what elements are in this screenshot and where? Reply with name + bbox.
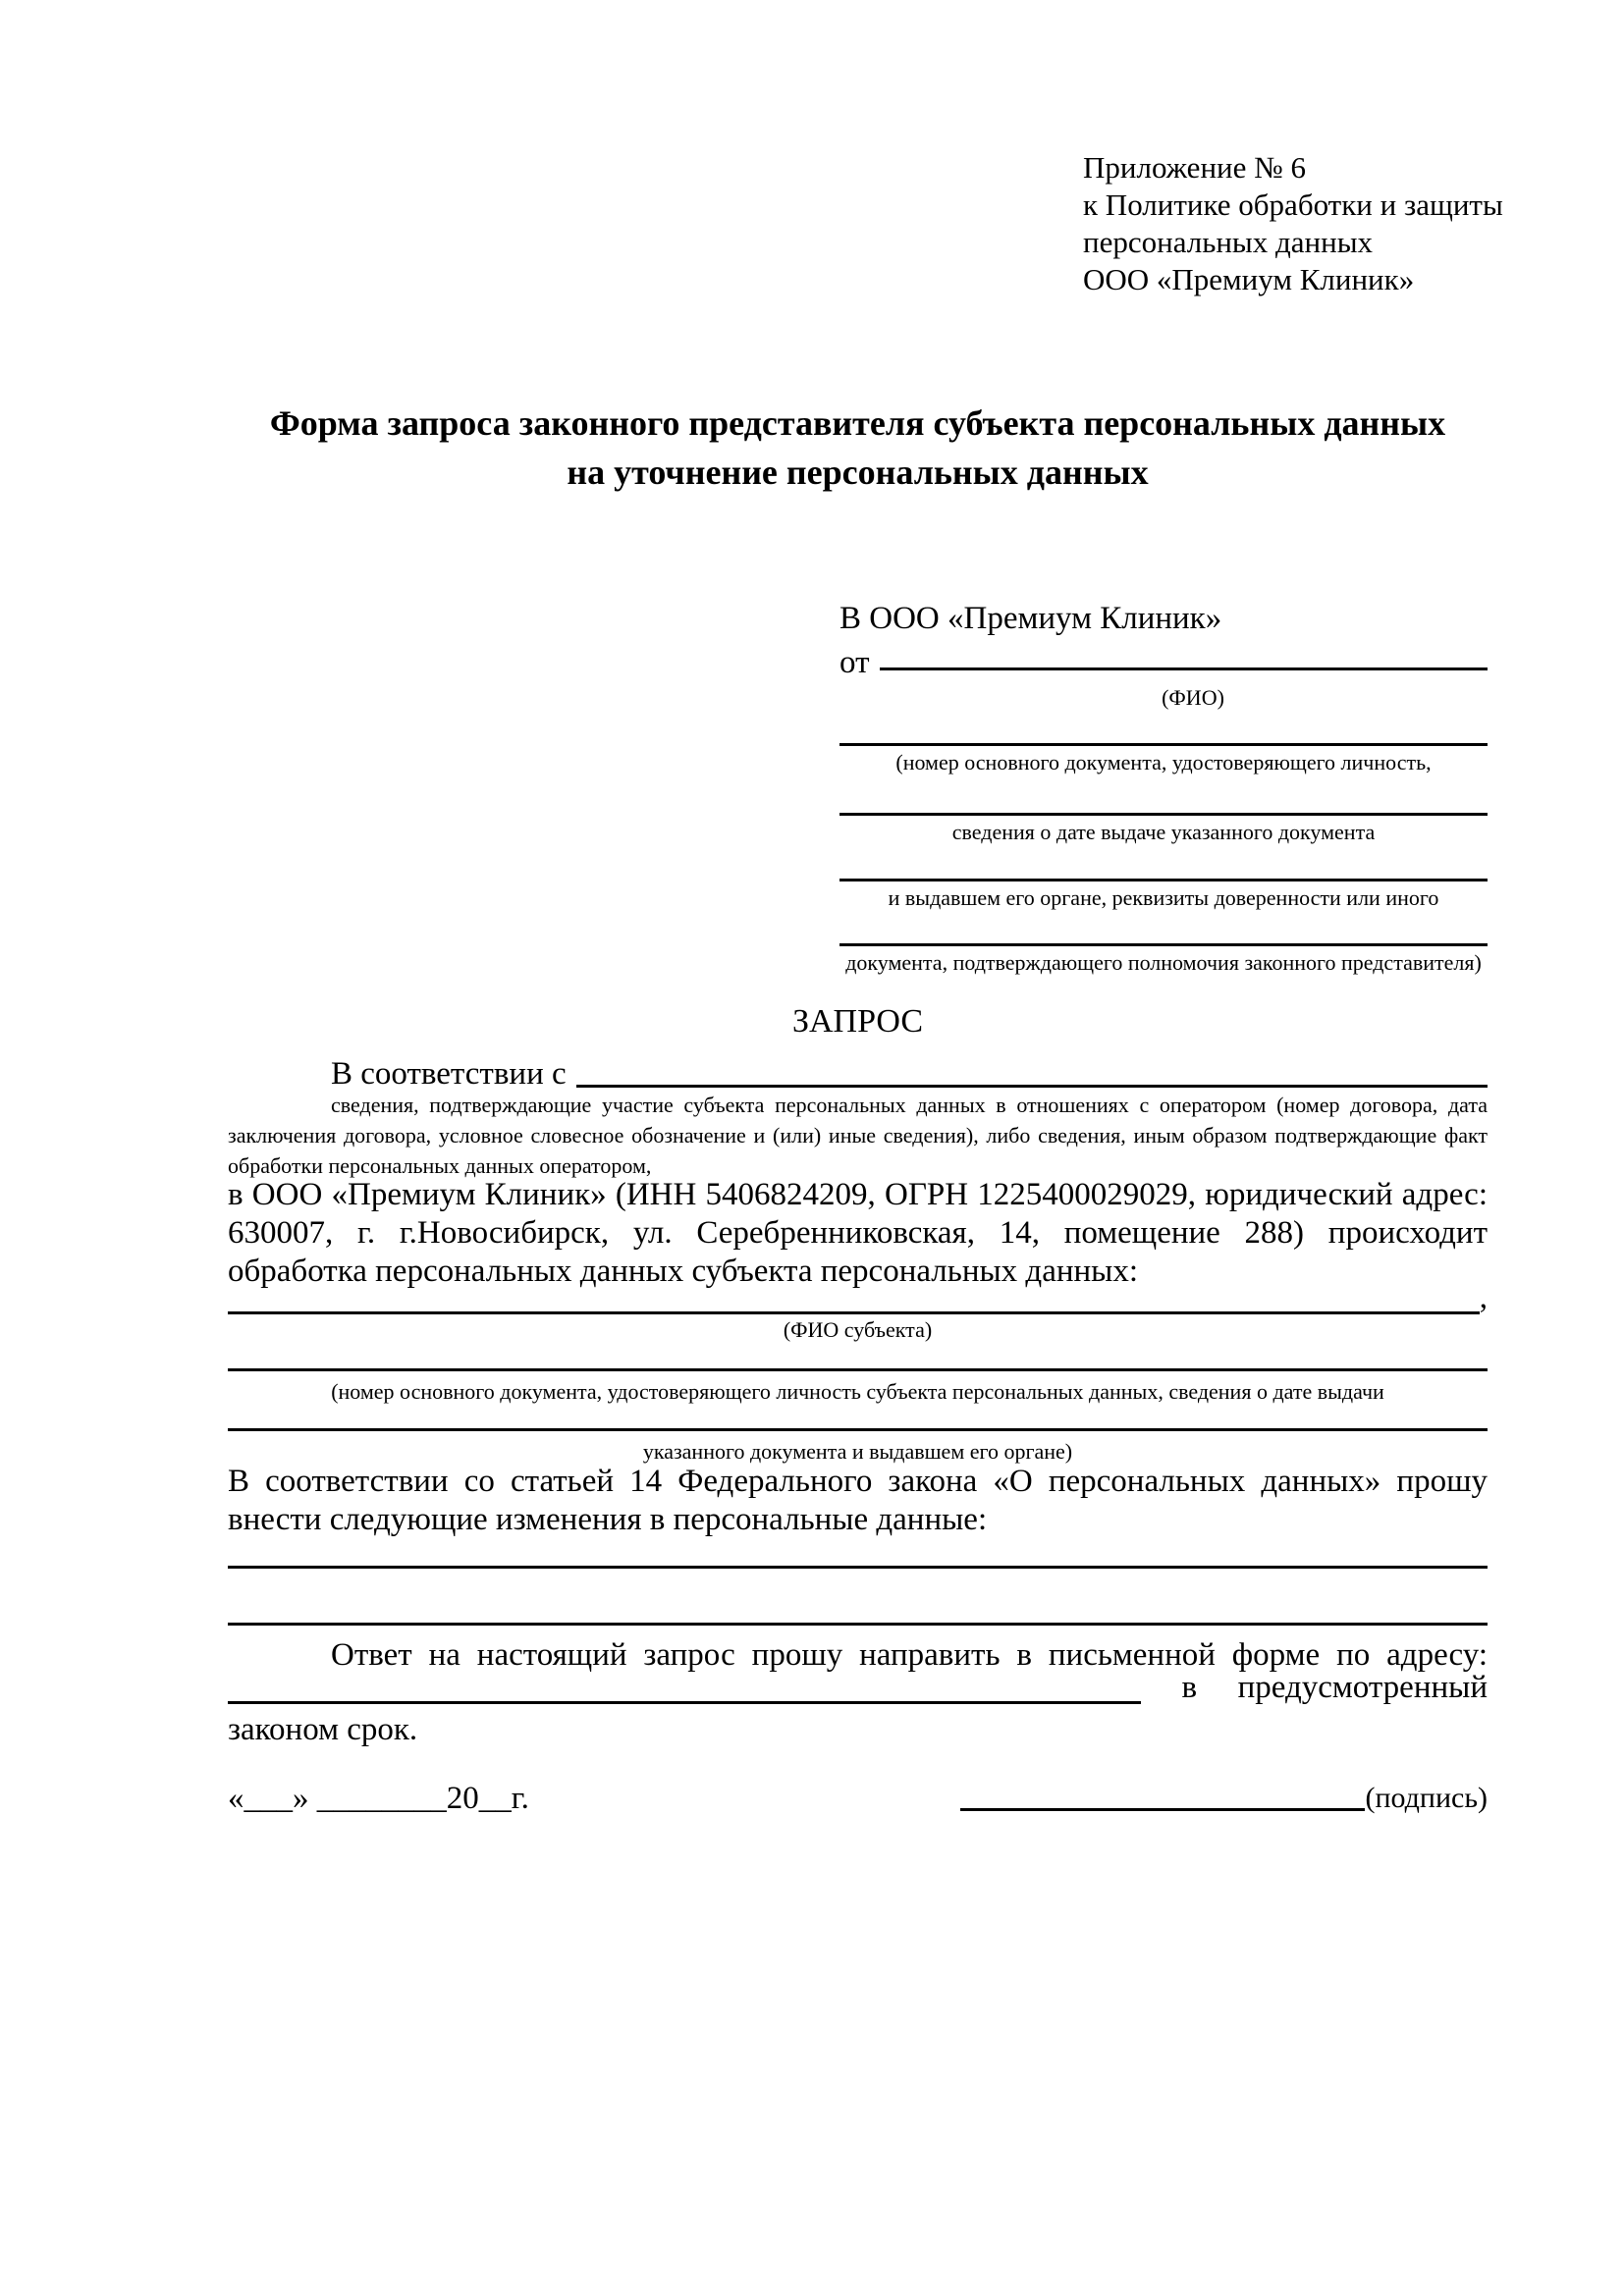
authority-document-caption: документа, подтверждающего полномочия законного представителя)	[845, 950, 1482, 975]
authority-document-fill-line[interactable]	[839, 943, 1488, 946]
subject-document-fill-line[interactable]	[228, 1368, 1488, 1371]
reply-paragraph-line2	[228, 1672, 1488, 1704]
issuing-authority-caption: и выдавшем его органе, реквизиты доверенности или иного	[888, 885, 1439, 910]
representative-document-caption: (номер основного документа, удостоверяющего личность,	[895, 750, 1432, 774]
subject-fio-fill-line[interactable]	[228, 1289, 1480, 1314]
paragraph-indent	[228, 1054, 331, 1094]
law-paragraph: В соответствии со статьей 14 Федерального закона «О персональных данных» прошу внести следующие изменения в персональные данные:	[228, 1464, 1488, 1537]
signature-caption: (подпись)	[1365, 1782, 1488, 1814]
appendix-block	[1083, 149, 1503, 298]
intro-row	[228, 1054, 1488, 1094]
signature-group	[960, 1780, 1488, 1817]
document-issue-date-fill-line[interactable]	[839, 813, 1488, 816]
document-title	[228, 399, 1488, 497]
changes-fill-line-1[interactable]	[228, 1566, 1488, 1569]
from-label: от	[839, 645, 870, 680]
authority-document-field	[839, 943, 1488, 976]
subject-fio-row	[228, 1282, 1488, 1314]
subject-fio-caption: (ФИО субъекта)	[783, 1317, 933, 1342]
representative-fio-fill-line[interactable]	[880, 643, 1489, 670]
document-title-line2: на уточнение персональных данных	[567, 453, 1149, 492]
document-title-line1: Форма запроса законного представителя субъекта персональных данных	[269, 403, 1446, 443]
signature-fill-line[interactable]	[960, 1808, 1365, 1811]
appendix-line: к Политике обработки и защиты	[1083, 187, 1503, 222]
issuing-authority-fill-line[interactable]	[839, 879, 1488, 881]
fio-line-comma: ,	[1479, 1280, 1488, 1315]
operator-paragraph: в ООО «Премиум Клиник» (ИНН 5406824209, ОГРН 1225400029029, юридический адрес: 630007, г. г.Новосибирск, ул. Серебренниковская, 14, помещение 288) происходит обработка персональных данных субъекта персональных данных:	[228, 1177, 1488, 1289]
fio-caption: (ФИО)	[1162, 685, 1224, 710]
reply-word-in: в	[1181, 1670, 1198, 1705]
representative-document-field	[839, 743, 1488, 775]
date-blank[interactable]: «___» ________20__г.	[228, 1781, 529, 1816]
subject-document-caption-1: (номер основного документа, удостоверяющего личность субъекта персональных данных, сведения о дате выдачи	[331, 1379, 1384, 1404]
reply-paragraph-line1: Ответ на настоящий запрос прошу направить в письменной форме по адресу:	[331, 1637, 1488, 1673]
request-heading: ЗАПРОС	[791, 1003, 924, 1040]
basis-fill-line[interactable]	[576, 1054, 1488, 1088]
document-issue-date-caption: сведения о дате выдаче указанного документа	[951, 820, 1376, 844]
addressee-block	[839, 599, 1488, 976]
intro-prefix: В соответствии с	[331, 1056, 567, 1092]
appendix-line: ООО «Премиум Клиник»	[1083, 262, 1415, 296]
date-signature-row	[228, 1780, 1488, 1817]
reply-word-stipulated: предусмотренный	[1237, 1670, 1488, 1705]
from-row	[839, 643, 1488, 682]
appendix-line: Приложение № 6	[1083, 150, 1306, 185]
addressee-organization: В ООО «Премиум Клиник»	[839, 601, 1222, 636]
changes-fill-line-2[interactable]	[228, 1623, 1488, 1626]
document-issue-date-field	[839, 813, 1488, 845]
appendix-line: персональных данных	[1083, 225, 1374, 259]
representative-document-fill-line[interactable]	[839, 743, 1488, 746]
reply-address-fill-line[interactable]	[228, 1681, 1141, 1704]
issuing-authority-field	[839, 879, 1488, 911]
reply-paragraph-line3: законом срок.	[228, 1712, 418, 1747]
subject-document-caption-2: указанного документа и выдавшем его органе)	[642, 1439, 1073, 1464]
subject-document-issuer-fill-line[interactable]	[228, 1428, 1488, 1431]
basis-footnote: сведения, подтверждающие участие субъекта персональных данных в отношениях с оператором (номер договора, дата заключения договора, условное словесное обозначение и (или) иные сведения), либо сведения, иным образом подтверждающие факт обработки персональных данных оператором,	[228, 1093, 1488, 1178]
